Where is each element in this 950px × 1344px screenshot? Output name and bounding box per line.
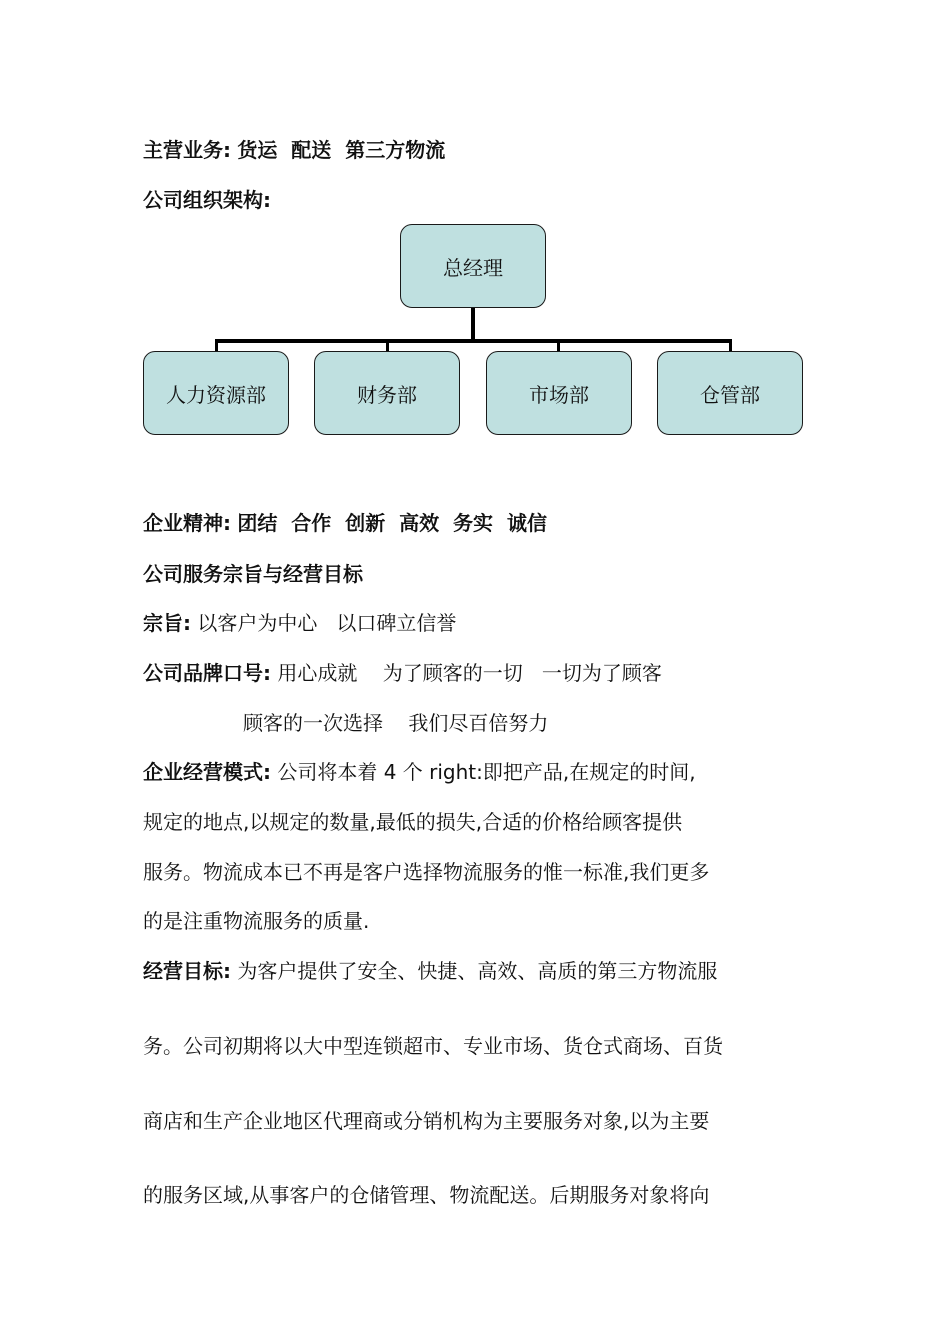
main-business-value: 货运 配送 第三方物流 bbox=[237, 138, 446, 162]
mode-line1 bbox=[143, 762, 696, 782]
goal-text-4: 的服务区域,从事客户的仓储管理、物流配送。后期服务对象将向 bbox=[143, 1183, 710, 1207]
org-connector-drop bbox=[729, 339, 732, 351]
org-connector-vertical bbox=[471, 308, 475, 341]
org-structure-label: 公司组织架构: bbox=[143, 188, 271, 212]
spirit-label: 企业精神: bbox=[143, 511, 231, 535]
slogan-label: 公司品牌口号: bbox=[143, 661, 271, 685]
goal-label: 经营目标: bbox=[143, 959, 231, 983]
mode-text-1: 公司将本着 4 个 right:即把产品,在规定的时间, bbox=[277, 760, 696, 784]
tenet-label: 宗旨: bbox=[143, 611, 191, 635]
goal-text-1: 为客户提供了安全、快捷、高效、高质的第三方物流服 bbox=[237, 959, 718, 983]
org-connector-drop bbox=[215, 339, 218, 351]
mode-text-3: 服务。物流成本已不再是客户选择物流服务的惟一标准,我们更多 bbox=[143, 860, 710, 884]
slogan-line1: 用心成就 为了顾客的一切 一切为了顾客 bbox=[277, 661, 662, 685]
org-node-finance: 财务部 bbox=[314, 351, 460, 435]
main-business-label: 主营业务: bbox=[143, 138, 231, 162]
tenet-line bbox=[143, 613, 456, 633]
tenet-value: 以客户为中心 以口碑立信誉 bbox=[197, 611, 457, 635]
slogan-line bbox=[143, 663, 662, 683]
org-node-marketing: 市场部 bbox=[486, 351, 632, 435]
main-business-line bbox=[143, 140, 445, 160]
goal-text-2: 务。公司初期将以大中型连锁超市、专业市场、货仓式商场、百货 bbox=[143, 1034, 723, 1058]
org-node-warehouse: 仓管部 bbox=[657, 351, 803, 435]
goal-line1 bbox=[143, 961, 717, 981]
spirit-line bbox=[143, 513, 547, 533]
mode-text-2: 规定的地点,以规定的数量,最低的损失,合适的价格给顾客提供 bbox=[143, 810, 683, 834]
spirit-value: 团结 合作 创新 高效 务实 诚信 bbox=[237, 511, 547, 535]
org-connector-horizontal bbox=[215, 339, 732, 343]
org-connector-drop bbox=[557, 339, 560, 351]
service-heading: 公司服务宗旨与经营目标 bbox=[143, 562, 363, 586]
mode-text-4: 的是注重物流服务的质量. bbox=[143, 909, 370, 933]
org-node-hr: 人力资源部 bbox=[143, 351, 289, 435]
org-node-root: 总经理 bbox=[400, 224, 546, 308]
mode-label: 企业经营模式: bbox=[143, 760, 271, 784]
slogan-line2: 顾客的一次选择 我们尽百倍努力 bbox=[243, 711, 549, 735]
org-connector-drop bbox=[386, 339, 389, 351]
org-chart bbox=[0, 0, 950, 460]
goal-text-3: 商店和生产企业地区代理商或分销机构为主要服务对象,以为主要 bbox=[143, 1109, 710, 1133]
